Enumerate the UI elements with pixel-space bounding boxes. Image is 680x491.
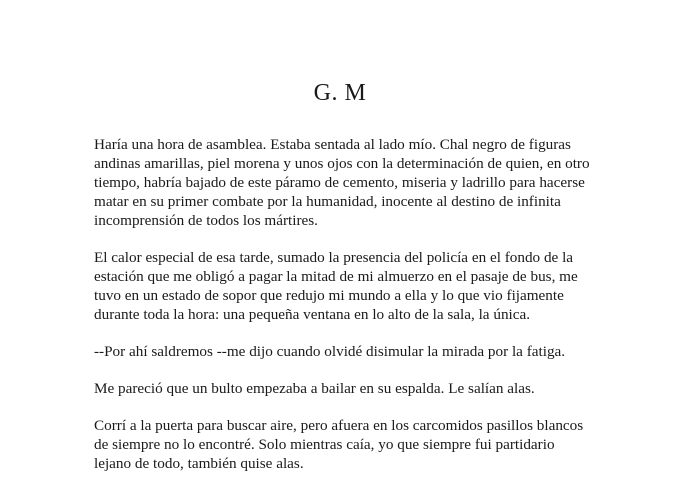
paragraph-4: Me pareció que un bulto empezaba a bailar en su espalda. Le salían alas.: [94, 380, 535, 397]
paragraph-5: Corrí a la puerta para buscar aire, pero afuera en los carcomidos pasillos blancos de siempre no lo encontré. Solo mientras caía, yo que siempre fui partidario lejano de todo, también quise alas.: [94, 417, 584, 472]
document-title: G. M: [313, 80, 367, 106]
paragraph-2: El calor especial de esa tarde, sumado la presencia del policía en el fondo de la estación que me obligó a pagar la mitad de mi almuerzo en el pasaje de bus, me tuvo en un estado de sopor que redujo mi mundo a ella y lo que vio fijamente durante toda la hora: una pequeña ventana en lo alto de la sala, la única.: [94, 249, 578, 323]
paragraph-1: Haría una hora de asamblea. Estaba sentada al lado mío. Chal negro de figuras andinas amarillas, piel morena y unos ojos con la determinación de quien, en otro tiempo, habría bajado de este páramo de cemento, miseria y ladrillo para hacerse matar en su primer combate por la humanidad, inocente al destino de infinita incomprensión de todos los mártires.: [94, 136, 590, 229]
document-body: [94, 135, 594, 491]
paragraph-3: --Por ahí saldremos --me dijo cuando olvidé disimular la mirada por la fatiga.: [94, 343, 566, 360]
